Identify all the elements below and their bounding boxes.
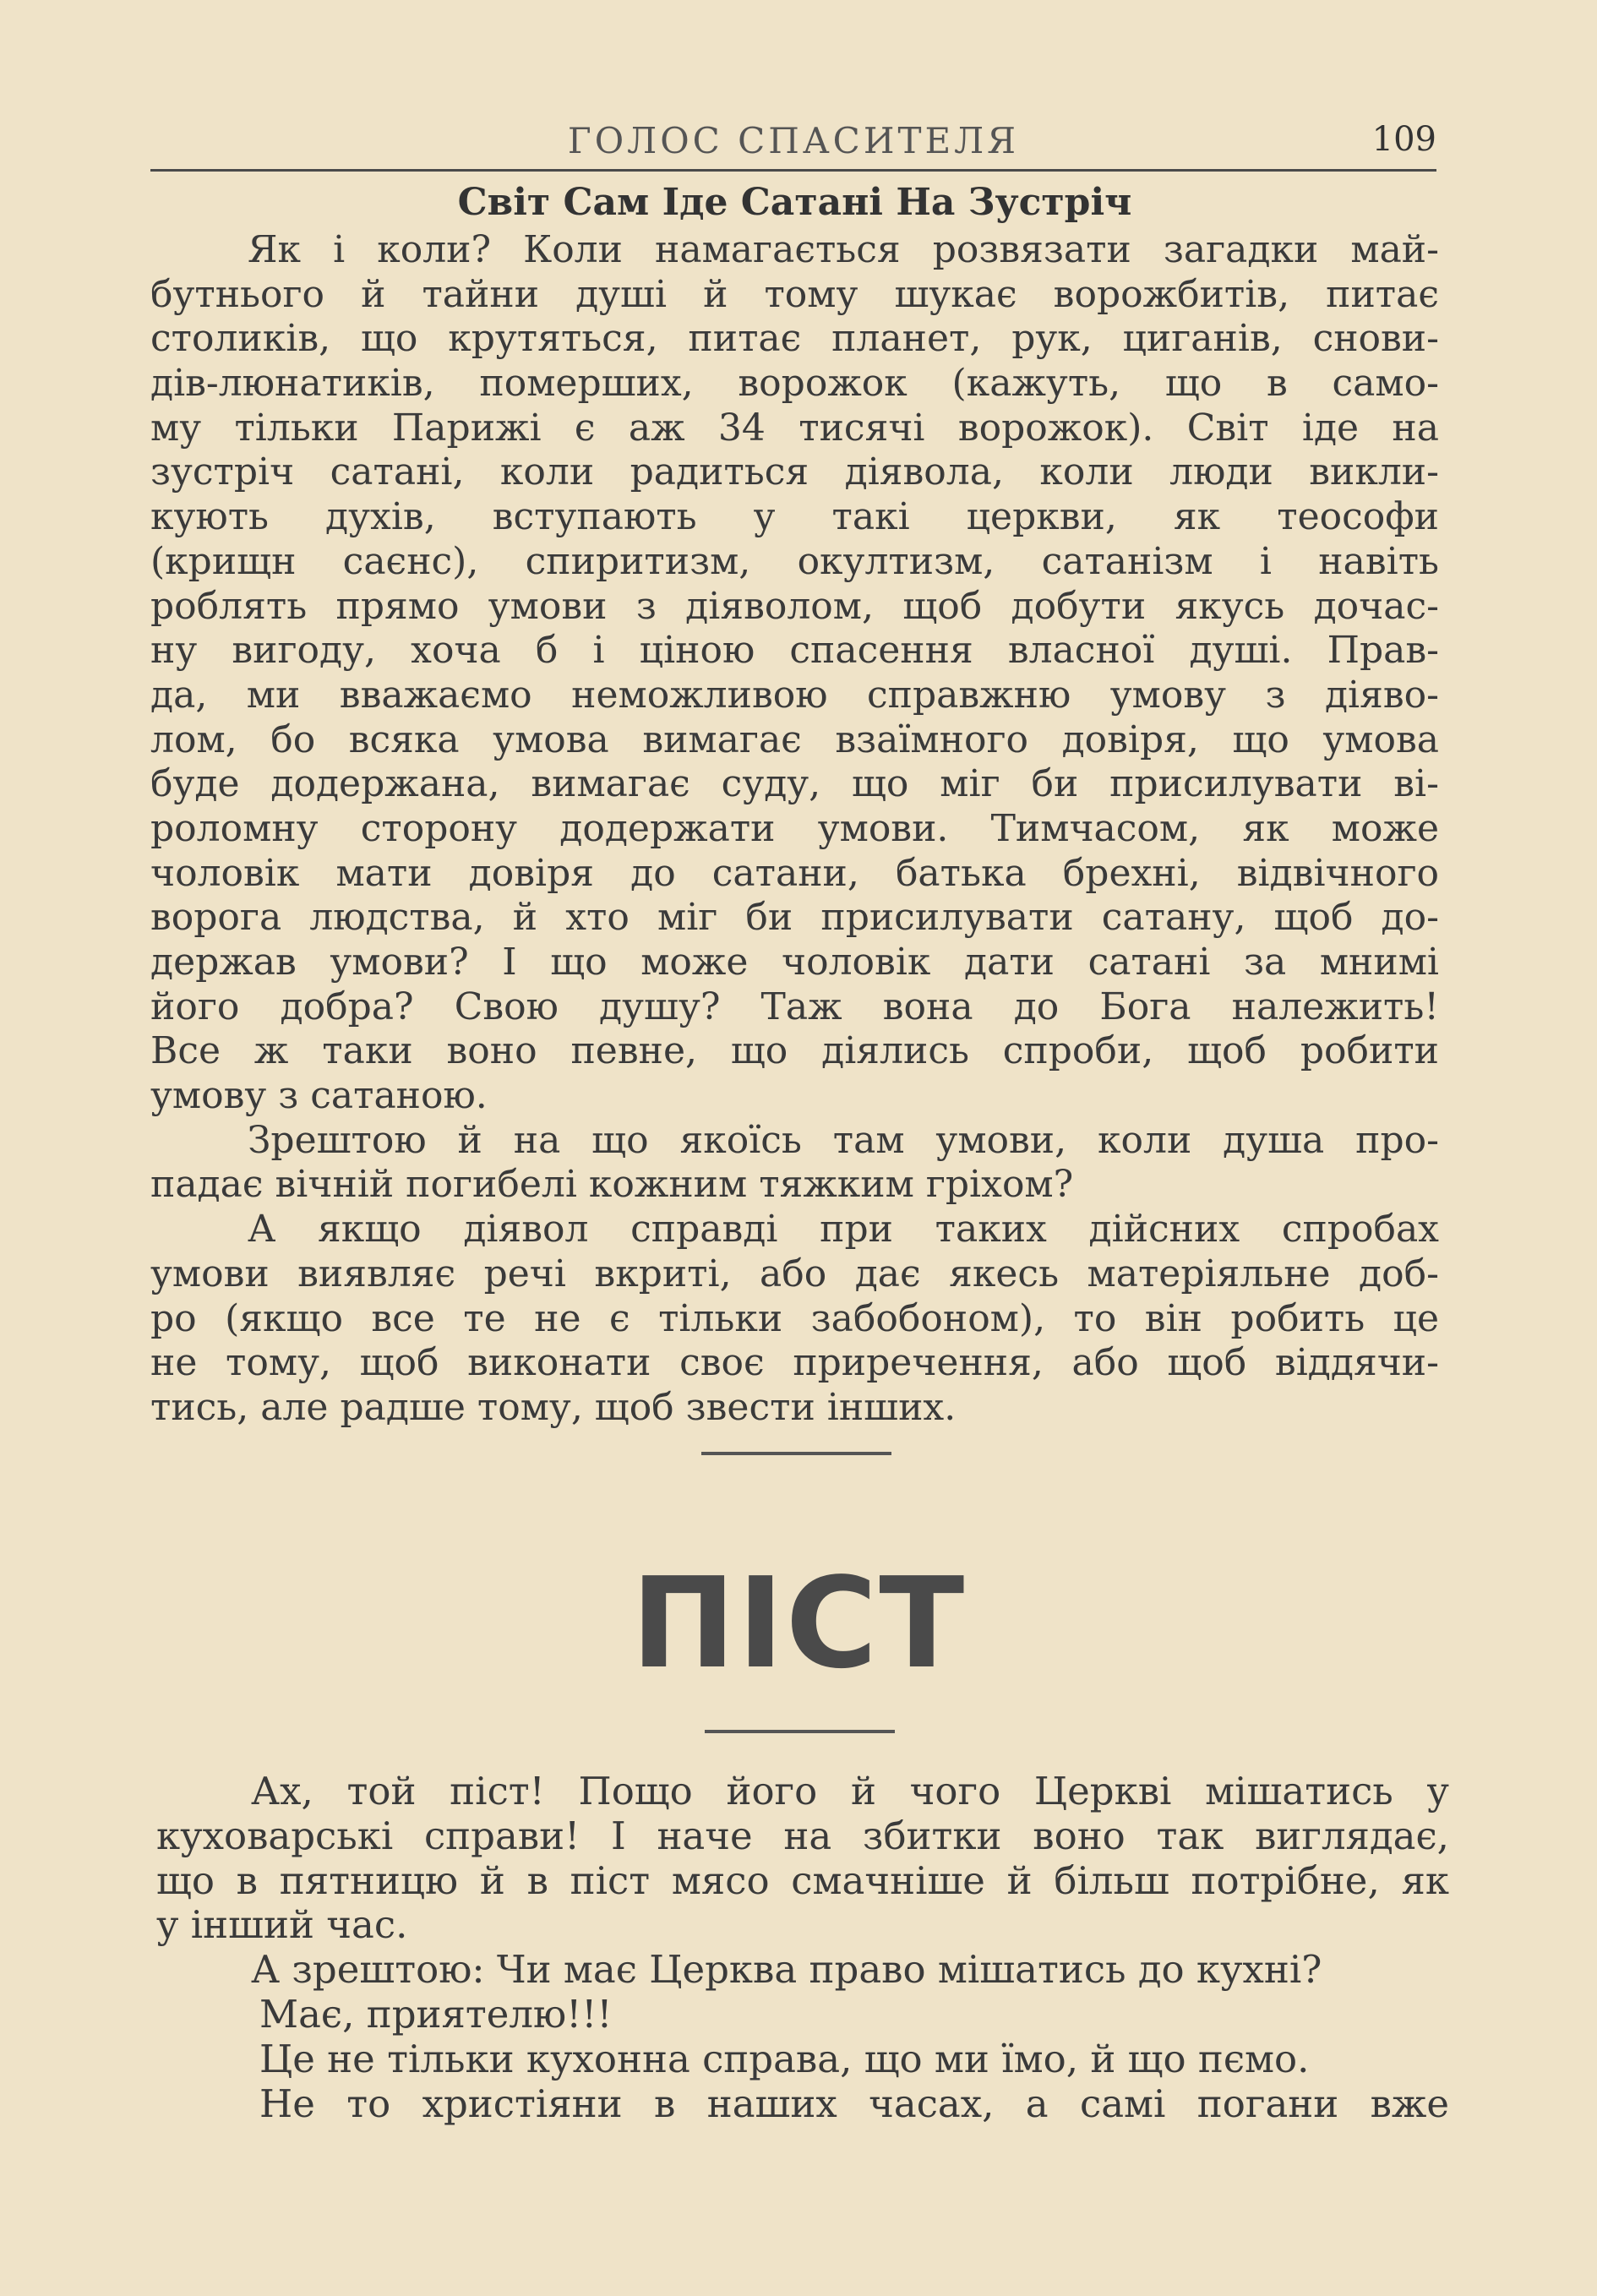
text-line: чоловік мати довіря до сатани, батька брехні, відвічного (150, 851, 1439, 895)
text-line: Ах, той піст! Пощо його й чого Церкві мішатись у (251, 1769, 1449, 1813)
text-line: ну вигоду, хоча б і ціною спасення власної душі. Прав- (150, 629, 1439, 673)
text-line: Все ж таки воно певне, що діялись спроби, щоб робити (150, 1029, 1439, 1073)
text-line: ро (якщо все те не є тільки забобоном), то він робить це (150, 1296, 1439, 1340)
text-line: тись, але радше тому, щоб звести інших. (150, 1385, 957, 1429)
text-line: куховарські справи! І наче на збитки воно так виглядає, (156, 1813, 1449, 1858)
page-header (150, 117, 1436, 172)
article (150, 179, 1439, 1431)
text-line: Не то христіяни в наших часах, а самі погани вже (259, 2081, 1449, 2126)
text-line: (крищн саєнс), спиритизм, окултизм, сатанізм і навіть (150, 539, 1439, 583)
text-line: його добра? Свою душу? Таж вона до Бога належить! (150, 984, 1439, 1028)
text-line: ворога людства, й хто міг би присилувати сатану, щоб до- (150, 896, 1439, 940)
text-line: столиків, що крутяться, питає планет, рук, циганів, снови- (150, 317, 1439, 361)
page-number: 109 (1371, 120, 1436, 159)
text-line: не тому, щоб виконати своє приречення, або щоб віддячи- (150, 1341, 1439, 1385)
text-line: Це не тільки кухонна справа, що ми їмо, й що пємо. (259, 2036, 1310, 2081)
text-line: кують духів, вступають у такі церкви, як теософи (150, 495, 1439, 539)
text-line: падає вічній погибелі кожним тяжким гріхом? (150, 1163, 1074, 1207)
text-line: буде додержана, вимагає суду, що міг би присилувати ві- (150, 762, 1439, 806)
text-line: роблять прямо умови з діяволом, щоб добути якусь дочас- (150, 584, 1439, 628)
text-line: Як і коли? Коли намагається розвязати загадки май- (248, 228, 1439, 271)
text-line: роломну сторону додержати умови. Тимчасом, як може (150, 806, 1439, 850)
text-line: що в пятницю й в піст мясо смачніше й більш потрібне, як (156, 1857, 1449, 1903)
section-divider (705, 1730, 895, 1733)
section-body (156, 1770, 1449, 2126)
text-line: у інший час. (156, 1902, 408, 1948)
section-title: ПІСТ (630, 1551, 967, 1696)
running-title: ГОЛОС СПАСИТЕЛЯ (567, 120, 1020, 161)
text-line: дів-люнатиків, померших, ворожок (кажуть, що в само- (150, 362, 1439, 406)
article-title: Світ Сам Іде Сатані На Зустріч (457, 181, 1132, 224)
text-line: му тільки Парижі є аж 34 тисячі ворожок). Світ іде на (150, 406, 1439, 450)
text-line: умови виявляє речі вкриті, або дає якесь матеріяльне доб- (150, 1252, 1439, 1295)
text-line: Має, приятелю!!! (259, 1991, 613, 2037)
text-line: бутнього й тайни душі й тому шукає ворожбитів, питає (150, 272, 1439, 316)
text-line: умову з сатаною. (150, 1074, 488, 1118)
text-line: держав умови? І що може чоловік дати сатані за мнимі (150, 941, 1439, 984)
text-line: Зрештою й на що якоїсь там умови, коли душа про- (248, 1118, 1439, 1162)
text-line: А якщо діявол справді при таких дійсних спробах (248, 1208, 1439, 1252)
text-line: лом, бо всяка умова вимагає взаїмного довіря, що умова (150, 717, 1439, 761)
text-line: А зрештою: Чи має Церква право мішатись до кухні? (251, 1947, 1322, 1993)
text-line: да, ми вважаємо неможливою справжню умову з діяво- (150, 673, 1439, 717)
section-divider (701, 1452, 891, 1455)
text-line: зустріч сатані, коли радиться діявола, коли люди викли- (150, 450, 1439, 494)
